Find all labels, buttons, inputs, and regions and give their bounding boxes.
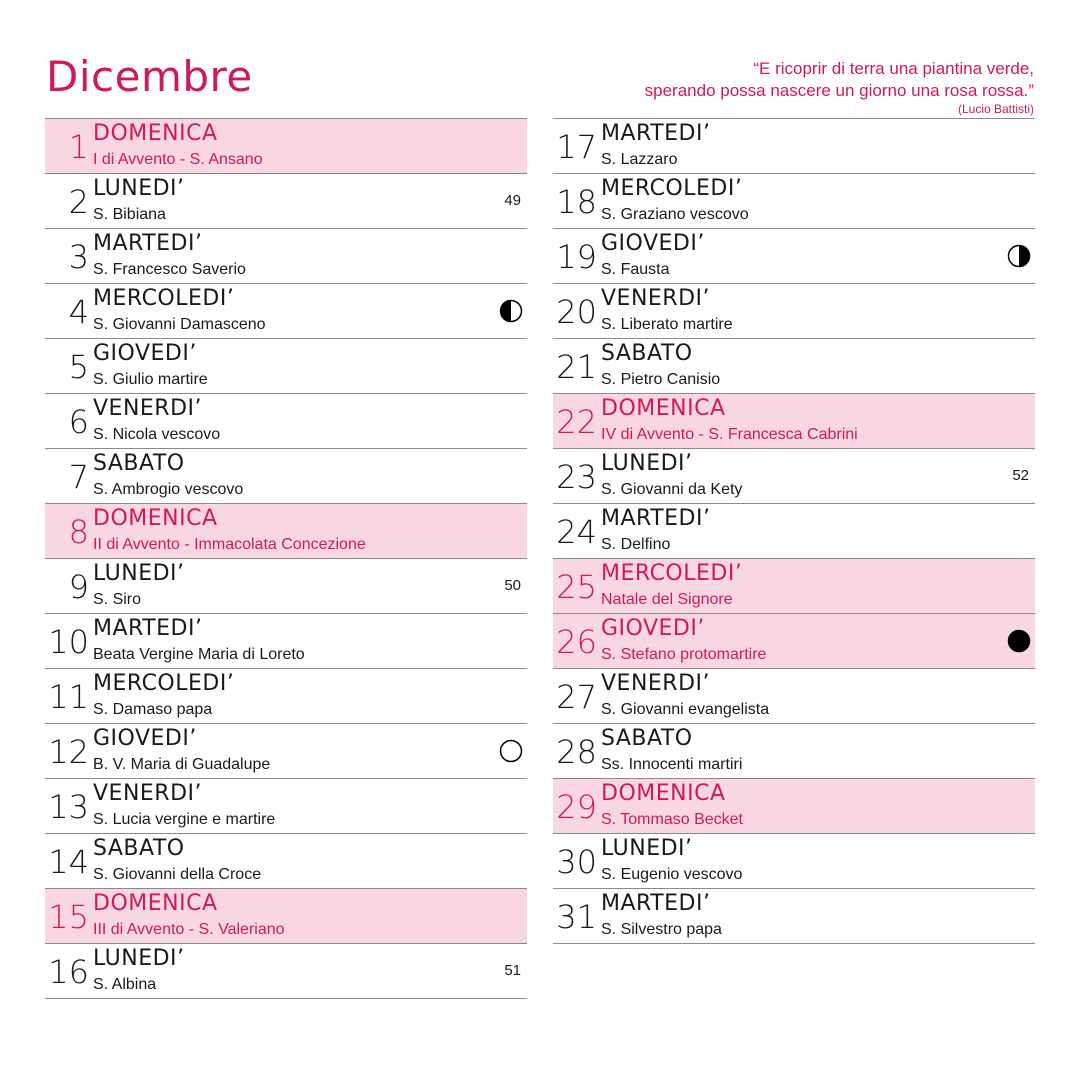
saint-name: S. Giovanni della Croce xyxy=(93,866,262,883)
saint-name: Natale del Signore xyxy=(601,591,733,608)
weekday-label: SABATO xyxy=(93,836,185,861)
saint-name: S. Damaso papa xyxy=(93,701,213,718)
day-row xyxy=(553,889,1035,944)
saint-name: S. Eugenio vescovo xyxy=(601,866,743,883)
day-number: 30 xyxy=(556,843,597,881)
day-number: 22 xyxy=(556,403,597,441)
weekday-label: GIOVEDI’ xyxy=(93,341,197,366)
quote-author: (Lucio Battisti) xyxy=(957,102,1034,116)
day-number: 24 xyxy=(556,513,597,551)
day-number: 17 xyxy=(556,128,597,166)
day-row xyxy=(553,669,1035,724)
saint-name: S. Bibiana xyxy=(93,206,166,223)
saint-name: S. Stefano protomartire xyxy=(601,646,767,663)
day-row xyxy=(45,229,527,284)
weekday-label: LUNEDI’ xyxy=(601,836,693,861)
day-number: 26 xyxy=(556,623,597,661)
weekday-label: MARTEDI’ xyxy=(601,121,711,146)
month-title: Dicembre xyxy=(46,52,253,101)
day-row xyxy=(45,284,527,339)
day-number: 11 xyxy=(48,678,89,716)
day-list-right xyxy=(553,118,1035,944)
day-row xyxy=(45,504,527,559)
saint-name: Ss. Innocenti martiri xyxy=(601,756,743,773)
day-number: 23 xyxy=(556,458,597,496)
day-number: 4 xyxy=(68,293,89,331)
week-number: 49 xyxy=(504,192,521,209)
day-number: 8 xyxy=(68,513,89,551)
day-row xyxy=(553,174,1035,229)
weekday-label: SABATO xyxy=(601,341,693,366)
day-row xyxy=(553,339,1035,394)
day-number: 7 xyxy=(68,458,89,496)
saint-name: S. Delfino xyxy=(601,536,671,553)
day-row xyxy=(45,559,527,614)
saint-name: S. Giovanni evangelista xyxy=(601,701,770,718)
weekday-label: DOMENICA xyxy=(93,506,218,531)
day-number: 15 xyxy=(48,898,89,936)
weekday-label: SABATO xyxy=(93,451,185,476)
saint-name: S. Lucia vergine e martire xyxy=(93,811,276,828)
weekday-label: VENERDI’ xyxy=(93,781,203,806)
first-quarter-moon-icon xyxy=(499,299,523,323)
weekday-label: DOMENICA xyxy=(601,781,726,806)
day-row xyxy=(45,174,527,229)
day-row xyxy=(553,119,1035,174)
saint-name: S. Nicola vescovo xyxy=(93,426,221,443)
weekday-label: MERCOLEDI’ xyxy=(93,671,235,696)
saint-name: S. Tommaso Becket xyxy=(601,811,743,828)
day-row xyxy=(553,394,1035,449)
saint-name: III di Avvento - S. Valeriano xyxy=(93,921,285,938)
weekday-label: VENERDI’ xyxy=(93,396,203,421)
saint-name: S. Pietro Canisio xyxy=(601,371,721,388)
day-number: 10 xyxy=(48,623,89,661)
day-row xyxy=(45,669,527,724)
day-number: 31 xyxy=(556,898,597,936)
day-row xyxy=(553,449,1035,504)
day-number: 6 xyxy=(68,403,89,441)
day-row xyxy=(45,339,527,394)
day-number: 2 xyxy=(68,183,89,221)
saint-name: S. Graziano vescovo xyxy=(601,206,749,223)
saint-name: S. Silvestro papa xyxy=(601,921,722,938)
day-row xyxy=(45,394,527,449)
day-row xyxy=(45,119,527,174)
day-row xyxy=(45,724,527,779)
day-row xyxy=(553,614,1035,669)
saint-name: S. Fausta xyxy=(601,261,670,278)
full-moon-icon xyxy=(499,739,523,763)
weekday-label: LUNEDI’ xyxy=(601,451,693,476)
weekday-label: SABATO xyxy=(601,726,693,751)
saint-name: II di Avvento - Immacolata Concezione xyxy=(93,536,366,553)
weekday-label: MARTEDI’ xyxy=(93,231,203,256)
day-row xyxy=(45,779,527,834)
weekday-label: MARTEDI’ xyxy=(601,506,711,531)
week-number: 51 xyxy=(504,962,521,979)
quote-line: sperando possa nascere un giorno una rosa rossa.” xyxy=(644,81,1034,100)
saint-name: S. Francesco Saverio xyxy=(93,261,246,278)
weekday-label: MARTEDI’ xyxy=(601,891,711,916)
day-number: 13 xyxy=(48,788,89,826)
quote xyxy=(514,58,1034,116)
day-row xyxy=(553,559,1035,614)
weekday-label: MERCOLEDI’ xyxy=(93,286,235,311)
new-moon-icon xyxy=(1007,629,1031,653)
day-row xyxy=(45,944,527,999)
weekday-label: LUNEDI’ xyxy=(93,561,185,586)
weekday-label: LUNEDI’ xyxy=(93,946,185,971)
day-row xyxy=(553,229,1035,284)
day-number: 19 xyxy=(556,238,597,276)
day-number: 3 xyxy=(68,238,89,276)
day-row xyxy=(553,504,1035,559)
saint-name: S. Liberato martire xyxy=(601,316,733,333)
day-row xyxy=(553,834,1035,889)
day-list-left xyxy=(45,118,527,999)
saint-name: S. Giovanni Damasceno xyxy=(93,316,266,333)
weekday-label: GIOVEDI’ xyxy=(93,726,197,751)
saint-name: Beata Vergine Maria di Loreto xyxy=(93,646,305,663)
weekday-label: VENERDI’ xyxy=(601,286,711,311)
saint-name: IV di Avvento - S. Francesca Cabrini xyxy=(601,426,858,443)
saint-name: S. Giovanni da Kety xyxy=(601,481,743,498)
weekday-label: MERCOLEDI’ xyxy=(601,176,743,201)
weekday-label: GIOVEDI’ xyxy=(601,616,705,641)
day-number: 21 xyxy=(556,348,597,386)
day-row xyxy=(45,889,527,944)
weekday-label: LUNEDI’ xyxy=(93,176,185,201)
day-number: 25 xyxy=(556,568,597,606)
day-number: 14 xyxy=(48,843,89,881)
weekday-label: DOMENICA xyxy=(93,891,218,916)
day-number: 29 xyxy=(556,788,597,826)
day-row xyxy=(553,779,1035,834)
weekday-label: GIOVEDI’ xyxy=(601,231,705,256)
week-number: 50 xyxy=(504,577,521,594)
day-number: 12 xyxy=(48,733,89,771)
day-number: 9 xyxy=(68,568,89,606)
day-row xyxy=(45,449,527,504)
weekday-label: DOMENICA xyxy=(601,396,726,421)
weekday-label: VENERDI’ xyxy=(601,671,711,696)
day-number: 1 xyxy=(68,128,89,166)
day-number: 28 xyxy=(556,733,597,771)
week-number: 52 xyxy=(1012,467,1029,484)
day-number: 27 xyxy=(556,678,597,716)
day-number: 20 xyxy=(556,293,597,331)
saint-name: S. Ambrogio vescovo xyxy=(93,481,244,498)
day-row xyxy=(553,724,1035,779)
saint-name: S. Giulio martire xyxy=(93,371,208,388)
day-row xyxy=(553,284,1035,339)
weekday-label: MARTEDI’ xyxy=(93,616,203,641)
day-row xyxy=(45,614,527,669)
day-number: 18 xyxy=(556,183,597,221)
day-number: 16 xyxy=(48,953,89,991)
saint-name: B. V. Maria di Guadalupe xyxy=(93,756,271,773)
day-number: 5 xyxy=(68,348,89,386)
saint-name: S. Albina xyxy=(93,976,157,993)
last-quarter-moon-icon xyxy=(1007,244,1031,268)
saint-name: S. Lazzaro xyxy=(601,151,678,168)
saint-name: I di Avvento - S. Ansano xyxy=(93,151,263,168)
day-row xyxy=(45,834,527,889)
weekday-label: DOMENICA xyxy=(93,121,218,146)
quote-line: “E ricoprir di terra una piantina verde, xyxy=(753,59,1034,78)
saint-name: S. Siro xyxy=(93,591,142,608)
weekday-label: MERCOLEDI’ xyxy=(601,561,743,586)
